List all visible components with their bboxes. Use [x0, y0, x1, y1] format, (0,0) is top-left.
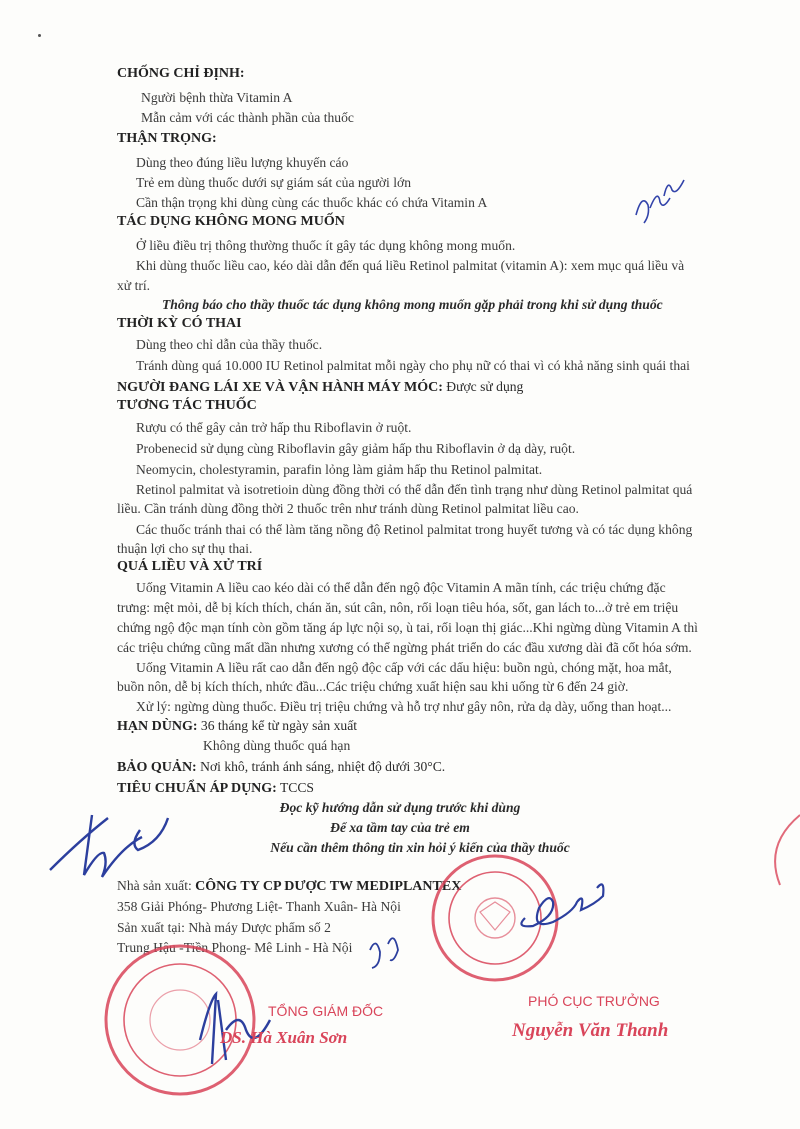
- shelf-life-note: Không dùng thuốc quá hạn: [203, 738, 351, 753]
- date-mark-signature: [370, 938, 398, 968]
- interactions-heading: TƯƠNG TÁC THUỐC: [117, 398, 257, 413]
- overdose-line: trưng: mệt mỏi, dễ bị kích thích, chán ăn, sút cân, nôn, rối loạn tiêu hóa, sốt, gan lách to...ở trẻ em triệu: [117, 600, 679, 615]
- deputy-director-title: PHÓ CỤC TRƯỞNG: [528, 993, 660, 1009]
- pregnancy-line: Tránh dùng quá 10.000 IU Retinol palmitat mỗi ngày cho phụ nữ có thai vì có khả năng sinh quái thai: [136, 358, 690, 373]
- side-effects-heading: TÁC DỤNG KHÔNG MONG MUỐN: [117, 214, 345, 229]
- interaction-line: Probenecid sử dụng cùng Riboflavin gây giảm hấp thu Riboflavin ở dạ dày, ruột.: [136, 441, 576, 456]
- overdose-line: Xử lý: ngừng dùng thuốc. Điều trị triệu chứng và hỗ trợ như gây nôn, rửa dạ dày, uống than hoạt...: [136, 699, 672, 714]
- overdose-line: Uống Vitamin A liều rất cao dẫn đến ngộ độc cấp với các dấu hiệu: buồn ngủ, chóng mặt, hoa mắt,: [136, 660, 672, 675]
- advice-line: Đọc kỹ hướng dẫn sử dụng trước khi dùng: [279, 800, 521, 815]
- interaction-line: liều. Cần tránh dùng đồng thời 2 thuốc trên như tránh dùng Retinol palmitat liều cao.: [117, 501, 579, 516]
- pregnancy-line: Dùng theo chỉ dẫn của thầy thuốc.: [136, 337, 323, 352]
- contraindications-heading: CHỐNG CHỈ ĐỊNH:: [117, 66, 245, 81]
- interaction-line: Rượu có thể gây cản trở hấp thu Riboflavin ở ruột.: [136, 420, 412, 435]
- precaution-line: Trẻ em dùng thuốc dưới sự giám sát của người lớn: [136, 175, 411, 190]
- initials-signature-top: [636, 180, 684, 223]
- director-title: TỔNG GIÁM ĐỐC: [268, 1003, 384, 1019]
- shelf-life-heading: HẠN DÙNG:: [117, 719, 198, 734]
- overdose-line: buồn nôn, dễ bị kích thích, nhức đầu...Các triệu chứng xuất hiện sau khi uống từ 6 đến 24 giờ.: [117, 679, 629, 694]
- overdose-line: Uống Vitamin A liều cao kéo dài có thể dẫn đến ngộ độc Vitamin A mãn tính, các triệu chứng đặc: [136, 580, 666, 595]
- precautions-heading: THẬN TRỌNG:: [117, 131, 217, 146]
- standard-text: TCCS: [280, 780, 314, 795]
- shelf-life-text: 36 tháng kể từ ngày sản xuất: [200, 718, 358, 733]
- side-effect-line: Ở liều điều trị thông thường thuốc ít gây tác dụng không mong muốn.: [136, 238, 516, 253]
- precaution-line: Dùng theo đúng liều lượng khuyến cáo: [136, 155, 349, 170]
- manufacturer-label: Nhà sản xuất:: [117, 878, 192, 893]
- advice-line: Nếu cần thêm thông tin xin hỏi ý kiến của thầy thuốc: [270, 840, 570, 855]
- precaution-line: Cần thận trọng khi dùng cùng các thuốc khác có chứa Vitamin A: [136, 195, 488, 210]
- side-effects-notice: Thông báo cho thầy thuốc tác dụng không mong muốn gặp phải trong khi sử dụng thuốc: [162, 297, 663, 312]
- manufacturer-name: CÔNG TY CP DƯỢC TW MEDIPLANTEX: [195, 879, 462, 894]
- manufacturer-plant-address: Trung Hậu -Tiền Phong- Mê Linh - Hà Nội: [117, 940, 353, 955]
- interaction-line: Retinol palmitat và isotretioin dùng đồng thời có thể dẫn đến tình trạng như dùng Retinol palmitat quá: [136, 482, 693, 497]
- standard-heading: TIÊU CHUẨN ÁP DỤNG:: [117, 781, 277, 796]
- contraindication-line: Người bệnh thừa Vitamin A: [141, 90, 293, 105]
- overdose-heading: QUÁ LIỀU VÀ XỬ TRÍ: [117, 559, 263, 574]
- overdose-line: các triệu chứng cũng mất dần nhưng xương có thể ngừng phát triển do các đầu xương dài đã cốt hóa sớm.: [117, 640, 692, 655]
- contraindication-line: Mẫn cảm với các thành phần của thuốc: [141, 110, 354, 125]
- interaction-line: thuận lợi cho sự thụ thai.: [117, 541, 253, 556]
- driving-heading: NGƯỜI ĐANG LÁI XE VÀ VẬN HÀNH MÁY MÓC:: [117, 380, 443, 395]
- manufacturer-plant: Sản xuất tại: Nhà máy Dược phẩm số 2: [117, 920, 331, 935]
- storage-text: Nơi khô, tránh ánh sáng, nhiệt độ dưới 30°C.: [200, 759, 446, 774]
- director-name: DS. Hà Xuân Sơn: [220, 1028, 348, 1047]
- overdose-line: chứng ngộ độc mạn tính còn gồm tăng áp lực nội sọ, ù tai, rối loạn thị giác...Khi ngừng dùng Vitamin A thì: [117, 620, 698, 635]
- side-effect-line: xử trí.: [117, 278, 151, 293]
- side-effect-line: Khi dùng thuốc liều cao, kéo dài dẫn đến quá liều Retinol palmitat (vitamin A): xem mục quá liều và: [136, 258, 685, 273]
- storage-heading: BẢO QUẢN:: [117, 760, 197, 775]
- manufacturer-address: 358 Giải Phóng- Phương Liệt- Thanh Xuân- Hà Nội: [117, 899, 401, 914]
- pregnancy-heading: THỜI KỲ CÓ THAI: [117, 316, 242, 331]
- driving-text: Được sử dụng: [446, 379, 524, 394]
- edge-stamp-fragment: [775, 815, 800, 885]
- deputy-director-name: Nguyễn Văn Thanh: [512, 1020, 669, 1041]
- company-stamp: [106, 946, 254, 1094]
- health-ministry-stamp: [433, 856, 557, 980]
- interaction-line: Neomycin, cholestyramin, parafin lỏng làm giảm hấp thu Retinol palmitat.: [136, 462, 543, 477]
- interaction-line: Các thuốc tránh thai có thể làm tăng nồng độ Retinol palmitat trong huyết tương và có tác dụng không: [136, 522, 693, 537]
- right-signature: [521, 884, 603, 926]
- margin-signature: [50, 815, 168, 877]
- advice-line: Để xa tầm tay của trẻ em: [330, 820, 470, 835]
